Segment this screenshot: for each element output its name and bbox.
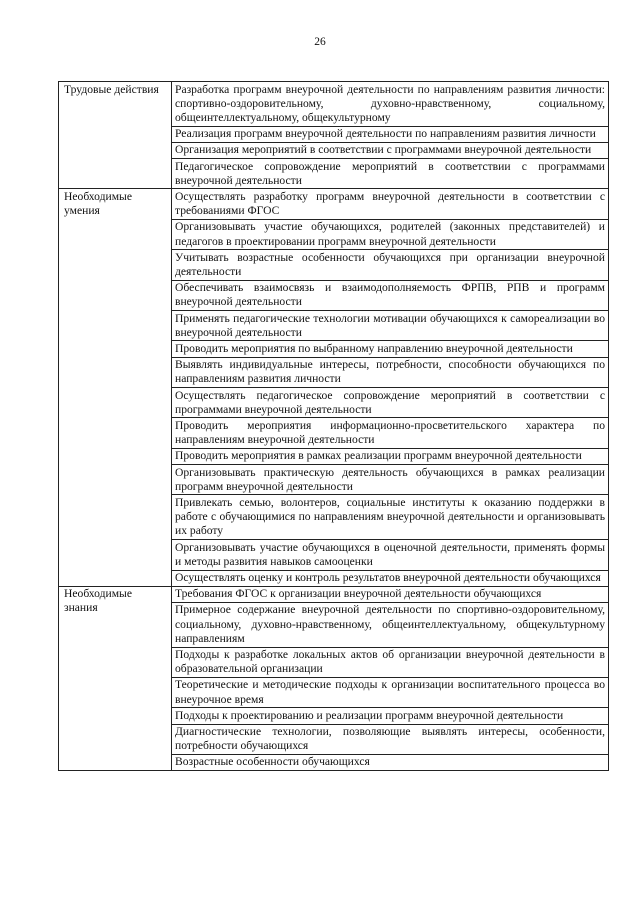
section-item: Разработка программ внеурочной деятельности по направлениям развития личности: спортивно-оздоровительному, духовно-нравственному, социальному, общеинтеллектуальному, общекультурному xyxy=(172,82,609,127)
section-item: Организовывать практическую деятельность обучающихся в рамках реализации программ внеурочной деятельности xyxy=(172,465,609,495)
section-item: Организовывать участие обучающихся в оценочной деятельности, применять формы и методы развития навыков самооценки xyxy=(172,540,609,570)
section-item: Педагогическое сопровождение мероприятий в соответствии с программами внеурочной деятельности xyxy=(172,159,609,189)
table-row xyxy=(59,586,609,602)
section-item: Проводить мероприятия в рамках реализации программ внеурочной деятельности xyxy=(172,448,609,464)
section-item: Осуществлять педагогическое сопровождение мероприятий в соответствии с программами внеурочной деятельности xyxy=(172,388,609,418)
section-item: Осуществлять оценку и контроль результатов внеурочной деятельности обучающихся xyxy=(172,570,609,586)
section-item: Обеспечивать взаимосвязь и взаимодополняемость ФРПВ, РПВ и программ внеурочной деятельности xyxy=(172,280,609,310)
table-body xyxy=(59,82,609,771)
section-item: Организовывать участие обучающихся, родителей (законных представителей) и педагогов в проектировании программ внеурочной деятельности xyxy=(172,219,609,249)
section-item: Теоретические и методические подходы к организации воспитательного процесса во внеурочное время xyxy=(172,677,609,707)
section-item: Проводить мероприятия по выбранному направлению внеурочной деятельности xyxy=(172,341,609,357)
table-row xyxy=(59,189,609,219)
section-item: Организация мероприятий в соответствии с программами внеурочной деятельности xyxy=(172,142,609,158)
section-item: Требования ФГОС к организации внеурочной деятельности обучающихся xyxy=(172,586,609,602)
section-item: Применять педагогические технологии мотивации обучающихся к самореализации во внеурочной деятельности xyxy=(172,311,609,341)
section-label: Необходимые знания xyxy=(59,586,172,770)
section-label: Трудовые действия xyxy=(59,82,172,189)
qualification-table xyxy=(58,81,609,771)
section-item: Возрастные особенности обучающихся xyxy=(172,754,609,770)
section-item: Осуществлять разработку программ внеурочной деятельности в соответствии с требованиями ФГОС xyxy=(172,189,609,219)
section-item: Подходы к разработке локальных актов об организации внеурочной деятельности в образовательной организации xyxy=(172,647,609,677)
section-item: Учитывать возрастные особенности обучающихся при организации внеурочной деятельности xyxy=(172,250,609,280)
section-item: Диагностические технологии, позволяющие выявлять интересы, особенности, потребности обучающихся xyxy=(172,724,609,754)
section-item: Привлекать семью, волонтеров, социальные институты к оказанию поддержки в работе с обучающимися по направлениям внеурочной деятельности и организовывать их работу xyxy=(172,495,609,540)
section-item: Проводить мероприятия информационно-просветительского характера по направлениям внеурочной деятельности xyxy=(172,418,609,448)
table-row xyxy=(59,82,609,127)
section-item: Подходы к проектированию и реализации программ внеурочной деятельности xyxy=(172,708,609,724)
section-item: Выявлять индивидуальные интересы, потребности, способности обучающихся по направлениям развития личности xyxy=(172,357,609,387)
section-label: Необходимые умения xyxy=(59,189,172,586)
section-item: Реализация программ внеурочной деятельности по направлениям развития личности xyxy=(172,126,609,142)
section-item: Примерное содержание внеурочной деятельности по спортивно-оздоровительному, социальному, духовно-нравственному, общеинтеллектуальному, общекультурному направлениям xyxy=(172,602,609,647)
page-number: 26 xyxy=(314,36,326,48)
